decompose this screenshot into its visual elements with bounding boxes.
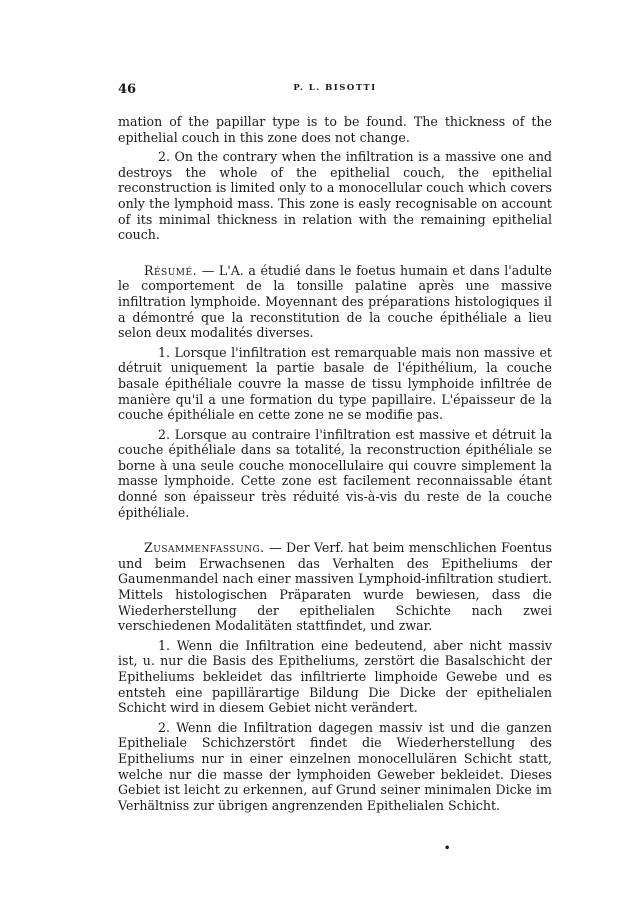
zusammenfassung-paragraph-2: 2. Wenn die Infiltration dagegen massiv ist und die ganzen Epitheliale Schichzerstört findet die Wiederherstellung des Epitheliums nur in einer einzelnen monocellulären Schicht statt, welche nur die masse der lymphoiden Geweber bekleidet. Dieses Gebiet ist leicht zu erkennen, auf Grund seiner minimalen Dicke im Verhältniss zur übrigen angrenzenden Epithelialen Schicht. [118,719,552,813]
resume-paragraph-1: 1. Lorsque l'infiltration est remarquable mais non massive et détruit uniquement la partie basale de l'épithélium, la couche basale épithéliale couvre la masse de tissu lymphoide infiltrée de manière qu'il a une formation du type papillaire. L'épaisseur de la couche épithéliale en cette zone ne se modifie pas. [118,344,552,423]
zusammenfassung-intro-text: — Der Verf. hat beim menschlichen Foentus und beim Erwachsenen das Verhalten des Epitheliums der Gaumenmandel nach einer massiven Lymphoid-infiltration studiert. Mittels histologischen Präparaten wurde bewiesen, dass die Wiederherstellung der epithelialen Schichte nach zwei verschiedenen Modalitäten stattfindet, und zwar. [118,540,552,634]
body-text [118,114,552,817]
resume-intro-text: — L'A. a étudié dans le foetus humain et dans l'adulte le comportement de la tonsille palatine après une massive infiltration lymphoide. Moyennant des préparations histologiques il a démontré que la reconstitution de la couche épithéliale a lieu selon deux modalités diverses. [118,262,552,341]
page-number: 46 [118,82,137,97]
zusammenfassung-intro-paragraph [118,540,552,634]
english-paragraph-2: 2. On the contrary when the infiltration is a massive one and destroys the whole of the epithelial couch, the epithelial reconstruction is limited only to a monocellular couch which covers only the lymphoid mass. This zone is easly recognisable on account of its minimal thickness in relation with the remaining epithelial couch. [118,149,552,243]
resume-heading: Résumé. [144,262,198,278]
page-header [118,82,552,98]
resume-paragraph-2: 2. Lorsque au contraire l'infiltration est massive et détruit la couche épithéliale dans sa totalité, la reconstruction épithéliale se borne à una seule couche monocellulaire qui couvre simplement la masse lymphoide. Cette zone est facilement reconnaissable étant donné son épaisseur très réduité vis-à-vis du reste de la couche épithéliale. [118,426,552,520]
zusammenfassung-paragraph-1: 1. Wenn die Infiltration eine bedeutend, aber nicht massiv ist, u. nur die Basis des Epitheliums, zerstört die Basalschicht der Epitheliums bekleidet das infiltrierte limphoide Gewebe und es entsteh eine papillärartige Bildung Die Dicke der epithelialen Schicht wird in diesem Gebiet nicht verändert. [118,637,552,716]
zusammenfassung-heading: Zusammenfassung. [144,540,265,556]
running-title: P. L. BISOTTI [293,83,377,93]
resume-intro-paragraph [118,263,552,341]
english-paragraph-continuation: mation of the papillar type is to be found. The thickness of the epithelial couch in this zone does not change. [118,114,552,145]
footer-mark: • [444,843,451,854]
